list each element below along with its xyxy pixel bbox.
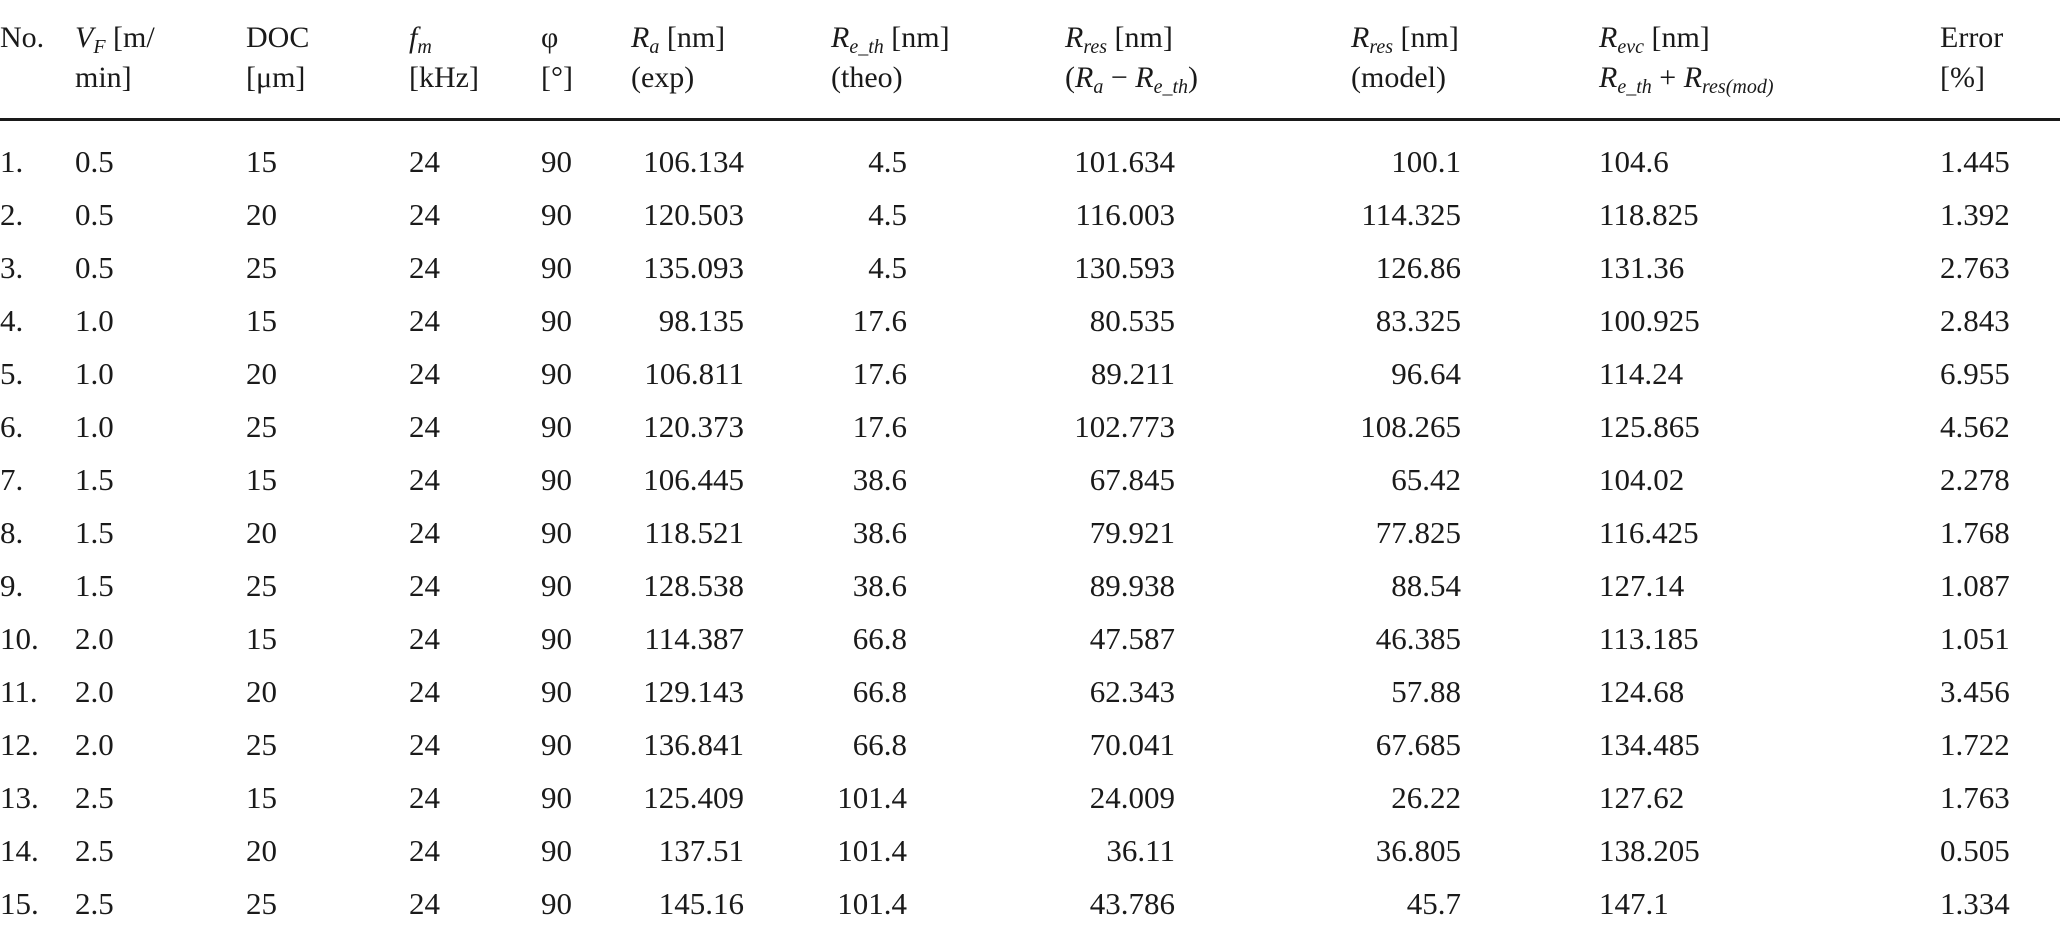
cell-reth-theo: 101.4: [837, 780, 907, 815]
cell-revc: 147.1: [1599, 886, 1669, 921]
cell-error: 1.334: [1940, 886, 2010, 921]
cell-reth-theo: 38.6: [852, 515, 907, 550]
cell-frequency: 24: [409, 250, 440, 285]
cell-rres-diff: 80.535: [1089, 303, 1175, 338]
cell-frequency: 24: [409, 727, 440, 762]
cell-angle: 90: [541, 303, 572, 338]
cell-revc: 116.425: [1599, 515, 1699, 550]
cell-rres-model: 108.265: [1360, 409, 1461, 444]
cell-frequency: 24: [409, 674, 440, 709]
cell-ra-exp: 128.538: [643, 568, 744, 603]
table-row: [0, 352, 2060, 405]
cell-rres-diff: 89.211: [1090, 356, 1175, 391]
cell-frequency: 24: [409, 621, 440, 656]
cell-angle: 90: [541, 356, 572, 391]
cell-feed-velocity: 2.0: [75, 674, 114, 709]
cell-ra-exp: 118.521: [644, 515, 744, 550]
cell-error: 3.456: [1940, 674, 2010, 709]
cell-rres-model: 67.685: [1375, 727, 1461, 762]
cell-rres-model: 26.22: [1391, 780, 1461, 815]
cell-doc: 25: [246, 727, 277, 762]
table-row: [0, 458, 2060, 511]
cell-row-number: 1.: [0, 144, 24, 179]
cell-rres-model: 77.825: [1375, 515, 1461, 550]
cell-ra-exp: 106.811: [644, 356, 744, 391]
table-row: [0, 193, 2060, 246]
table-row: [0, 776, 2060, 829]
cell-angle: 90: [541, 886, 572, 921]
header-rule: [0, 118, 2060, 121]
cell-reth-theo: 38.6: [852, 568, 907, 603]
table-row: [0, 670, 2060, 723]
header-frequency: $f_m$ [kHz]: [409, 21, 479, 94]
cell-error: 4.562: [1940, 409, 2010, 444]
cell-reth-theo: 4.5: [868, 197, 907, 232]
cell-revc: 131.36: [1599, 250, 1685, 285]
cell-frequency: 24: [409, 780, 440, 815]
cell-doc: 15: [246, 621, 277, 656]
cell-angle: 90: [541, 621, 572, 656]
cell-angle: 90: [541, 515, 572, 550]
cell-feed-velocity: 2.5: [75, 833, 114, 868]
cell-feed-velocity: 1.0: [75, 356, 114, 391]
cell-rres-model: 88.54: [1391, 568, 1461, 603]
cell-revc: 124.68: [1599, 674, 1685, 709]
cell-frequency: 24: [409, 568, 440, 603]
cell-reth-theo: 4.5: [868, 250, 907, 285]
cell-reth-theo: 66.8: [852, 727, 907, 762]
cell-doc: 20: [246, 833, 277, 868]
table-row: [0, 405, 2060, 458]
cell-doc: 25: [246, 409, 277, 444]
cell-ra-exp: 114.387: [644, 621, 744, 656]
cell-row-number: 12.: [0, 727, 39, 762]
cell-rres-diff: 36.11: [1106, 833, 1175, 868]
cell-reth-theo: 101.4: [837, 833, 907, 868]
header-doc: DOC [μm]: [246, 21, 310, 94]
cell-ra-exp: 120.503: [643, 197, 744, 232]
table-row: [0, 511, 2060, 564]
cell-rres-diff: 102.773: [1074, 409, 1175, 444]
cell-revc: 104.02: [1599, 462, 1685, 497]
cell-rres-model: 36.805: [1375, 833, 1461, 868]
cell-rres-diff: 79.921: [1089, 515, 1175, 550]
cell-rres-diff: 70.041: [1089, 727, 1175, 762]
table-row: [0, 140, 2060, 193]
cell-row-number: 15.: [0, 886, 39, 921]
table-row: [0, 882, 2060, 935]
cell-ra-exp: 137.51: [658, 833, 744, 868]
cell-row-number: 14.: [0, 833, 39, 868]
cell-row-number: 2.: [0, 197, 24, 232]
cell-rres-diff: 101.634: [1074, 144, 1175, 179]
header-feed-velocity: $V_F$ [m/ min]: [75, 21, 155, 94]
cell-rres-diff: 116.003: [1075, 197, 1175, 232]
cell-rres-model: 45.7: [1406, 886, 1461, 921]
cell-doc: 20: [246, 197, 277, 232]
cell-ra-exp: 129.143: [643, 674, 744, 709]
table-row: [0, 723, 2060, 776]
cell-error: 1.722: [1940, 727, 2010, 762]
cell-angle: 90: [541, 197, 572, 232]
cell-rres-model: 114.325: [1361, 197, 1461, 232]
cell-revc: 104.6: [1599, 144, 1669, 179]
cell-doc: 25: [246, 568, 277, 603]
cell-rres-model: 96.64: [1391, 356, 1461, 391]
cell-rres-diff: 89.938: [1089, 568, 1175, 603]
cell-revc: 125.865: [1599, 409, 1700, 444]
cell-row-number: 3.: [0, 250, 24, 285]
cell-rres-diff: 62.343: [1089, 674, 1175, 709]
header-reth-theo: $R_{e\_th}$ [nm] (theo): [831, 21, 950, 94]
cell-error: 1.768: [1940, 515, 2010, 550]
cell-feed-velocity: 2.0: [75, 621, 114, 656]
cell-revc: 127.14: [1599, 568, 1685, 603]
cell-frequency: 24: [409, 356, 440, 391]
cell-ra-exp: 136.841: [643, 727, 744, 762]
cell-reth-theo: 17.6: [852, 356, 907, 391]
cell-rres-model: 46.385: [1375, 621, 1461, 656]
table-row: [0, 564, 2060, 617]
cell-row-number: 6.: [0, 409, 24, 444]
cell-reth-theo: 38.6: [852, 462, 907, 497]
cell-feed-velocity: 0.5: [75, 250, 114, 285]
cell-row-number: 8.: [0, 515, 24, 550]
cell-rres-model: 126.86: [1375, 250, 1461, 285]
cell-doc: 20: [246, 674, 277, 709]
cell-angle: 90: [541, 780, 572, 815]
cell-angle: 90: [541, 250, 572, 285]
header-revc: $R_{evc}$ [nm] $R_{e\_th} + R_{res(mod)}$: [1599, 21, 1774, 98]
cell-rres-diff: 43.786: [1089, 886, 1175, 921]
cell-feed-velocity: 1.5: [75, 568, 114, 603]
cell-frequency: 24: [409, 515, 440, 550]
cell-doc: 15: [246, 462, 277, 497]
cell-revc: 118.825: [1599, 197, 1699, 232]
cell-doc: 20: [246, 356, 277, 391]
cell-ra-exp: 125.409: [643, 780, 744, 815]
cell-ra-exp: 120.373: [643, 409, 744, 444]
cell-doc: 20: [246, 515, 277, 550]
table-header: [0, 18, 2060, 118]
cell-ra-exp: 106.134: [643, 144, 744, 179]
cell-ra-exp: 135.093: [643, 250, 744, 285]
cell-row-number: 11.: [0, 674, 38, 709]
cell-revc: 100.925: [1599, 303, 1700, 338]
cell-rres-diff: 130.593: [1074, 250, 1175, 285]
header-no: No.: [0, 21, 45, 54]
cell-doc: 25: [246, 886, 277, 921]
cell-error: 1.087: [1940, 568, 2010, 603]
cell-error: 0.505: [1940, 833, 2010, 868]
cell-reth-theo: 66.8: [852, 674, 907, 709]
cell-row-number: 7.: [0, 462, 24, 497]
cell-feed-velocity: 2.0: [75, 727, 114, 762]
table-row: [0, 617, 2060, 670]
cell-rres-model: 83.325: [1375, 303, 1461, 338]
cell-angle: 90: [541, 409, 572, 444]
table-row: [0, 829, 2060, 882]
cell-ra-exp: 106.445: [643, 462, 744, 497]
cell-revc: 138.205: [1599, 833, 1700, 868]
cell-doc: 15: [246, 780, 277, 815]
cell-feed-velocity: 2.5: [75, 780, 114, 815]
cell-revc: 113.185: [1599, 621, 1699, 656]
cell-error: 1.445: [1940, 144, 2010, 179]
cell-angle: 90: [541, 674, 572, 709]
cell-error: 2.763: [1940, 250, 2010, 285]
cell-frequency: 24: [409, 144, 440, 179]
cell-frequency: 24: [409, 303, 440, 338]
cell-rres-model: 65.42: [1391, 462, 1461, 497]
cell-feed-velocity: 1.0: [75, 303, 114, 338]
cell-error: 6.955: [1940, 356, 2010, 391]
cell-frequency: 24: [409, 197, 440, 232]
cell-reth-theo: 101.4: [837, 886, 907, 921]
cell-feed-velocity: 1.0: [75, 409, 114, 444]
cell-error: 2.843: [1940, 303, 2010, 338]
cell-reth-theo: 17.6: [852, 409, 907, 444]
cell-revc: 114.24: [1599, 356, 1684, 391]
cell-feed-velocity: 1.5: [75, 515, 114, 550]
cell-rres-model: 100.1: [1391, 144, 1461, 179]
cell-doc: 15: [246, 303, 277, 338]
cell-revc: 134.485: [1599, 727, 1700, 762]
cell-rres-diff: 47.587: [1089, 621, 1175, 656]
cell-error: 2.278: [1940, 462, 2010, 497]
cell-feed-velocity: 0.5: [75, 197, 114, 232]
cell-frequency: 24: [409, 886, 440, 921]
cell-error: 1.763: [1940, 780, 2010, 815]
cell-angle: 90: [541, 833, 572, 868]
cell-reth-theo: 66.8: [852, 621, 907, 656]
cell-row-number: 10.: [0, 621, 39, 656]
cell-frequency: 24: [409, 833, 440, 868]
cell-row-number: 13.: [0, 780, 39, 815]
table-row: [0, 246, 2060, 299]
cell-rres-diff: 67.845: [1089, 462, 1175, 497]
header-error: Error [%]: [1940, 21, 2004, 94]
header-rres-model: $R_{res}$ [nm] (model): [1351, 21, 1459, 94]
cell-angle: 90: [541, 727, 572, 762]
cell-angle: 90: [541, 462, 572, 497]
cell-feed-velocity: 0.5: [75, 144, 114, 179]
cell-doc: 25: [246, 250, 277, 285]
header-ra-exp: $R_a$ [nm] (exp): [631, 21, 726, 94]
cell-row-number: 5.: [0, 356, 24, 391]
cell-frequency: 24: [409, 409, 440, 444]
cell-row-number: 9.: [0, 568, 24, 603]
cell-revc: 127.62: [1599, 780, 1685, 815]
cell-reth-theo: 4.5: [868, 144, 907, 179]
cell-feed-velocity: 1.5: [75, 462, 114, 497]
table-row: [0, 299, 2060, 352]
cell-angle: 90: [541, 144, 572, 179]
cell-doc: 15: [246, 144, 277, 179]
cell-angle: 90: [541, 568, 572, 603]
table-body: [0, 140, 2060, 935]
cell-frequency: 24: [409, 462, 440, 497]
cell-reth-theo: 17.6: [852, 303, 907, 338]
cell-error: 1.051: [1940, 621, 2010, 656]
cell-feed-velocity: 2.5: [75, 886, 114, 921]
header-rres-diff: $R_{res}$ [nm] $(R_a - R_{e\_th})$: [1065, 21, 1199, 98]
cell-row-number: 4.: [0, 303, 24, 338]
cell-rres-model: 57.88: [1391, 674, 1461, 709]
cell-ra-exp: 145.16: [658, 886, 744, 921]
cell-error: 1.392: [1940, 197, 2010, 232]
header-angle: φ [°]: [541, 21, 573, 94]
cell-ra-exp: 98.135: [658, 303, 744, 338]
cell-rres-diff: 24.009: [1089, 780, 1175, 815]
